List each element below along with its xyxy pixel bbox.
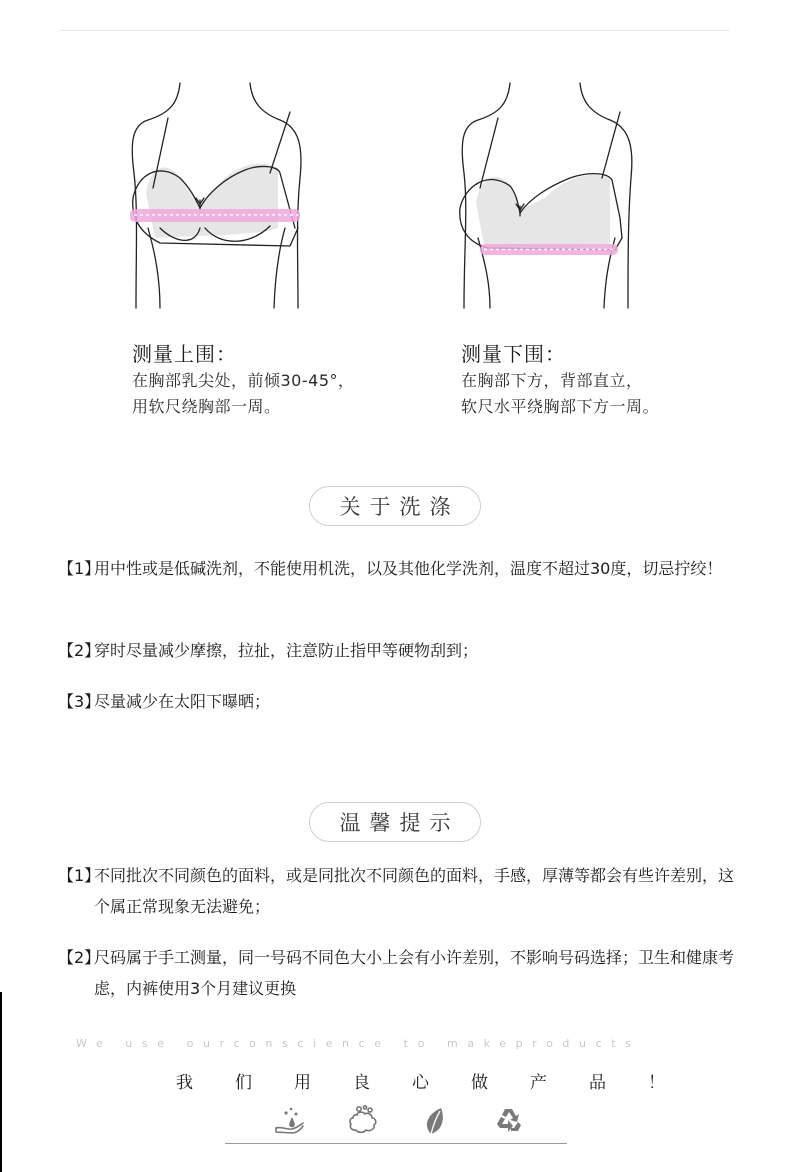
upper-bust-line-1: 在胸部乳尖处，前倾30-45°， xyxy=(132,371,355,390)
leaf-icon xyxy=(419,1104,453,1138)
upper-bust-illustration xyxy=(120,78,320,313)
water-hand-icon xyxy=(272,1104,306,1138)
care-item-text: 尽量减少在太阳下曝晒； xyxy=(94,692,271,711)
care-item xyxy=(58,553,738,584)
tips-section-heading: 温馨提示 xyxy=(309,802,481,842)
tips-item-number: 【2】 xyxy=(58,948,101,967)
care-item xyxy=(58,686,738,717)
english-slogan: We use ourconscience to makeproducts xyxy=(76,1037,641,1050)
care-item-text: 用中性或是低碱洗剂，不能使用机洗，以及其他化学洗剂，温度不超过30度，切忌拧绞！ xyxy=(94,559,723,578)
care-item-number: 【2】 xyxy=(58,641,101,660)
tips-item xyxy=(58,860,738,922)
care-item-number: 【1】 xyxy=(58,559,101,578)
recycle-icon xyxy=(492,1104,526,1138)
bubbles-icon xyxy=(346,1104,380,1138)
under-bust-line-1: 在胸部下方，背部直立， xyxy=(461,371,643,390)
tips-item-text: 不同批次不同颜色的面料，或是同批次不同颜色的面料，手感，厚薄等都会有些许差别，这个属正常现象无法避免； xyxy=(94,866,735,916)
under-bust-line-2: 软尺水平绕胸部下方一周。 xyxy=(461,397,660,416)
edge-line xyxy=(0,992,2,1172)
upper-bust-title: 测量上围： xyxy=(132,342,237,366)
upper-bust-line-2: 用软尺绕胸部一周。 xyxy=(132,397,281,416)
care-item-text: 穿时尽量减少摩擦，拉扯，注意防止指甲等硬物刮到； xyxy=(94,641,479,660)
tips-item xyxy=(58,942,738,1004)
care-section-heading: 关于洗涤 xyxy=(309,486,481,526)
bottom-divider xyxy=(225,1143,567,1144)
chinese-slogan: 我们用良心做产品！ xyxy=(176,1073,707,1093)
upper-bust-instructions xyxy=(132,340,355,420)
tips-item-number: 【1】 xyxy=(58,866,101,885)
care-item xyxy=(58,635,738,666)
tips-item-text: 尺码属于手工测量，同一号码不同色大小上会有小许差别，不影响号码选择；卫生和健康考虑，内裤使用3个月建议更换 xyxy=(94,948,735,998)
top-divider xyxy=(60,30,730,31)
under-bust-instructions xyxy=(461,340,659,420)
under-bust-illustration xyxy=(450,78,650,313)
under-bust-title: 测量下围： xyxy=(461,342,566,366)
care-item-number: 【3】 xyxy=(58,692,101,711)
